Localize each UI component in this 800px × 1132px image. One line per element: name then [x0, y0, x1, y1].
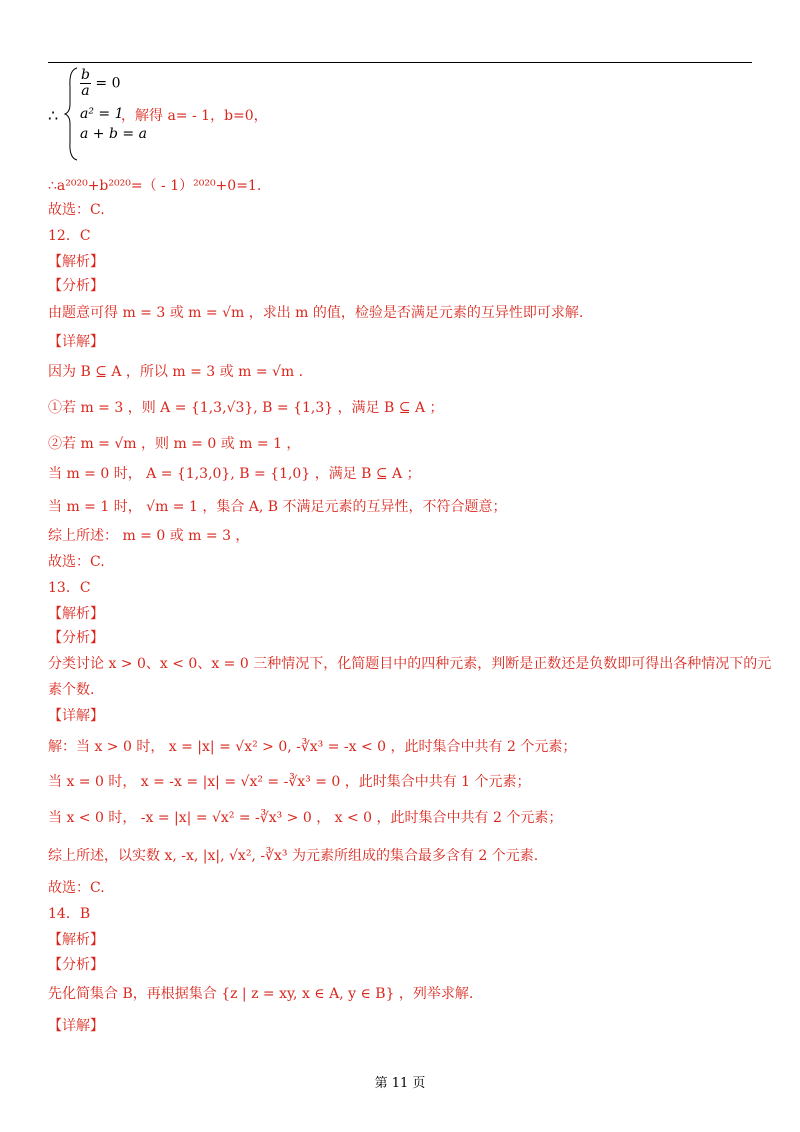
choice-11: 故选：C. [48, 202, 105, 218]
q14-title: 14．B [48, 906, 91, 922]
q12-fenxi: 【分析】 [48, 278, 104, 294]
q12-choice: 故选：C. [48, 554, 105, 570]
q13-fenxi-text-2: 素个数. [48, 682, 95, 698]
q12-fenxi-text: 由题意可得 m = 3 或 m = √m ，求出 m 的值，检验是否满足元素的互异性即可求解. [48, 305, 584, 321]
q12-line-6: 综上所述： m = 0 或 m = 3 ， [48, 528, 250, 544]
q12-title: 12．C [48, 228, 91, 244]
header-rule [48, 62, 752, 63]
system-row-1: $\frac{b}{a}$ = 0 [81, 67, 121, 99]
q13-jiexi: 【解析】 [48, 606, 104, 622]
q13-xiangjie: 【详解】 [48, 708, 104, 724]
q13-line-4: 综上所述，以实数 x, -x, |x|, √x², -∛x³ 为元素所组成的集合最多含有 2 个元素. [48, 848, 539, 864]
system-row-2: a² = 1 [80, 106, 124, 122]
q12-xiangjie: 【详解】 [48, 334, 104, 350]
system-row-3: a + b = a [80, 126, 147, 142]
page-number: 第 11 页 [374, 1076, 426, 1091]
q13-title: 13．C [48, 580, 91, 596]
q13-line-1: 解：当 x > 0 时， x = |x| = √x² > 0, -∛x³ = -x < 0 ，此时集合中共有 2 个元素； [48, 739, 577, 755]
power-result: ∴a²⁰²⁰+b²⁰²⁰=（ - 1）²⁰²⁰+0=1. [48, 178, 262, 194]
q12-line-2: ①若 m = 3 ，则 A = {1,3,√3}, B = {1,3} ，满足 B ⊆ A ； [48, 400, 444, 416]
q13-choice: 故选：C. [48, 880, 105, 896]
therefore-symbol: ∴ [48, 106, 59, 125]
q13-fenxi-text-1: 分类讨论 x > 0、x < 0、x = 0 三种情况下，化简题目中的四种元素，判断是正数还是负数即可得出各种情况下的元 [48, 656, 772, 672]
q13-fenxi: 【分析】 [48, 630, 104, 646]
q12-line-3: ②若 m = √m ，则 m = 0 或 m = 1 ， [48, 436, 301, 452]
q14-fenxi: 【分析】 [48, 957, 104, 973]
q12-jiexi: 【解析】 [48, 254, 104, 270]
q14-fenxi-text: 先化简集合 B，再根据集合 {z | z = xy, x ∈ A, y ∈ B} ，列举求解. [48, 986, 474, 1002]
q13-line-3: 当 x < 0 时， -x = |x| = √x² = -∛x³ > 0 ， x < 0 ，此时集合中共有 2 个元素； [48, 810, 563, 826]
q12-line-1: 因为 B ⊆ A ，所以 m = 3 或 m = √m . [48, 364, 304, 380]
q12-line-4: 当 m = 0 时， A = {1,3,0}, B = {1,0} ，满足 B ⊆ A ； [48, 466, 421, 482]
q12-line-5: 当 m = 1 时， √m = 1 ，集合 A, B 不满足元素的互异性，不符合题意； [48, 499, 507, 515]
q13-line-2: 当 x = 0 时， x = -x = |x| = √x² = -∛x³ = 0 ，此时集合中共有 1 个元素； [48, 774, 531, 790]
q14-xiangjie: 【详解】 [48, 1018, 104, 1034]
left-brace [64, 66, 80, 162]
system-result: ，解得 a= - 1，b=0， [121, 108, 268, 124]
q14-jiexi: 【解析】 [48, 932, 104, 948]
